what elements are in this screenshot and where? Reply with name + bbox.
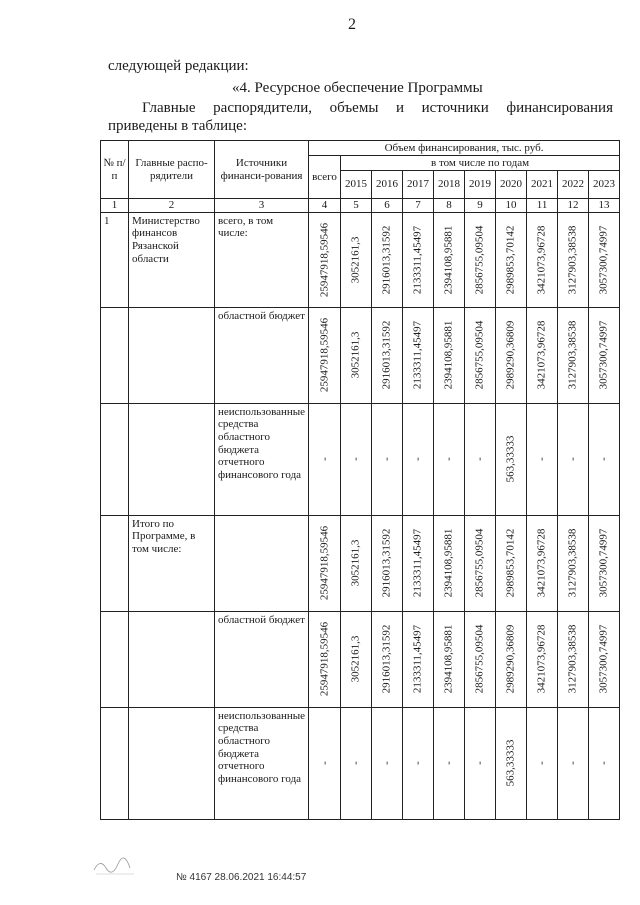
signature-stamp-icon (90, 852, 150, 878)
value-text: 2916013,31592 (380, 624, 393, 694)
value-text: 2989290,36809 (504, 624, 517, 694)
value-cell (341, 307, 372, 403)
row-manager (129, 707, 215, 819)
value-cell (496, 611, 527, 707)
row-source: всего, в том числе: (215, 212, 309, 307)
value-cell (465, 611, 496, 707)
value-text: - (535, 761, 548, 765)
value-cell (589, 515, 620, 611)
value-cell (341, 515, 372, 611)
paragraph-word: распорядители, (213, 100, 313, 116)
value-cell (589, 707, 620, 819)
value-text: - (442, 457, 455, 461)
value-cell (465, 307, 496, 403)
value-cell (558, 403, 589, 515)
value-text: 3421073,96728 (535, 225, 548, 295)
value-text: 2394108,95881 (442, 225, 455, 295)
value-cell (309, 707, 341, 819)
value-text: 3127903,38538 (566, 528, 579, 598)
value-cell (372, 611, 403, 707)
value-text: 563,33333 (504, 739, 517, 787)
value-text: - (597, 457, 610, 461)
value-cell (527, 403, 558, 515)
index-cell: 2 (129, 199, 215, 213)
value-cell (558, 515, 589, 611)
paragraph-word: финансирования (506, 100, 613, 116)
index-cell: 1 (101, 199, 129, 213)
value-text: 2989290,36809 (504, 320, 517, 390)
header-year: 2023 (589, 171, 620, 199)
header-by-years: в том числе по годам (341, 156, 620, 171)
value-cell (496, 403, 527, 515)
table-row (101, 611, 620, 707)
value-cell (496, 307, 527, 403)
value-cell (434, 403, 465, 515)
value-text: 3421073,96728 (535, 624, 548, 694)
header-num: № п/п (101, 141, 129, 199)
row-source (215, 515, 309, 611)
value-text: 3057300,74997 (597, 528, 610, 598)
value-text: 563,33333 (504, 435, 517, 483)
paragraph-line-1 (108, 100, 613, 117)
value-cell (372, 515, 403, 611)
value-cell (434, 515, 465, 611)
value-text: - (473, 761, 486, 765)
value-cell (434, 611, 465, 707)
value-cell (465, 707, 496, 819)
header-year: 2020 (496, 171, 527, 199)
value-cell (527, 707, 558, 819)
value-text: - (349, 761, 362, 765)
index-cell: 12 (558, 199, 589, 213)
value-text: - (597, 761, 610, 765)
value-cell (372, 403, 403, 515)
value-text: - (473, 457, 486, 461)
value-cell (465, 212, 496, 307)
row-manager (129, 611, 215, 707)
row-manager (129, 403, 215, 515)
header-year: 2022 (558, 171, 589, 199)
table-row (101, 515, 620, 611)
value-text: 2916013,31592 (380, 528, 393, 598)
value-text: 2856755,09504 (473, 320, 486, 390)
index-cell: 10 (496, 199, 527, 213)
value-cell (527, 515, 558, 611)
value-cell (589, 212, 620, 307)
row-manager (129, 307, 215, 403)
value-text: 2394108,95881 (442, 320, 455, 390)
value-text: - (411, 761, 424, 765)
index-cell: 13 (589, 199, 620, 213)
value-cell (341, 403, 372, 515)
value-text: 2856755,09504 (473, 624, 486, 694)
section-title: «4. Ресурсное обеспечение Программы (232, 80, 483, 96)
value-cell (309, 403, 341, 515)
value-cell (403, 515, 434, 611)
row-number (101, 307, 129, 403)
value-cell (403, 403, 434, 515)
value-text: 2394108,95881 (442, 624, 455, 694)
row-number (101, 611, 129, 707)
value-cell (527, 611, 558, 707)
value-cell (465, 515, 496, 611)
value-text: 2133311,45497 (411, 225, 424, 294)
value-cell (372, 212, 403, 307)
value-text: 25947918,59546 (318, 526, 331, 601)
value-text: 2856755,09504 (473, 528, 486, 598)
value-cell (403, 212, 434, 307)
value-text: - (566, 457, 579, 461)
value-text: 3052161,3 (349, 539, 362, 587)
value-text: 3052161,3 (349, 236, 362, 284)
value-cell (527, 212, 558, 307)
row-source: неиспользованные средства областного бюджета отчетного финансового года (215, 403, 309, 515)
value-text: 2916013,31592 (380, 320, 393, 390)
value-cell (403, 707, 434, 819)
value-text: 3057300,74997 (597, 624, 610, 694)
value-text: - (349, 457, 362, 461)
value-text: 3421073,96728 (535, 320, 548, 390)
row-number (101, 403, 129, 515)
value-cell (558, 307, 589, 403)
value-cell (309, 611, 341, 707)
value-text: 2394108,95881 (442, 528, 455, 598)
value-text: 2133311,45497 (411, 320, 424, 390)
index-cell: 6 (372, 199, 403, 213)
row-number (101, 515, 129, 611)
value-text: - (411, 457, 424, 461)
table-row (101, 307, 620, 403)
header-year: 2016 (372, 171, 403, 199)
value-cell (372, 307, 403, 403)
value-cell (434, 307, 465, 403)
value-cell (558, 611, 589, 707)
index-cell: 5 (341, 199, 372, 213)
table-row (101, 403, 620, 515)
value-cell (403, 307, 434, 403)
value-cell (434, 707, 465, 819)
header-year: 2017 (403, 171, 434, 199)
header-total: всего (309, 156, 341, 199)
value-text: - (535, 457, 548, 461)
index-cell: 3 (215, 199, 309, 213)
value-cell (341, 212, 372, 307)
paragraph-line-2: приведены в таблице: (108, 118, 248, 134)
header-managers: Главные распо-рядители (129, 141, 215, 199)
row-source: областной бюджет (215, 307, 309, 403)
value-cell (309, 212, 341, 307)
paragraph-word: Главные (142, 100, 196, 116)
value-text: 3127903,38538 (566, 320, 579, 390)
value-text: 25947918,59546 (318, 318, 331, 393)
value-text: 2989853,70142 (504, 528, 517, 598)
index-cell: 11 (527, 199, 558, 213)
value-text: 3127903,38538 (566, 624, 579, 694)
header-volume: Объем финансирования, тыс. руб. (309, 141, 620, 156)
value-text: 2856755,09504 (473, 225, 486, 295)
value-text: 25947918,59546 (318, 222, 331, 297)
value-cell (372, 707, 403, 819)
value-text: - (566, 761, 579, 765)
table-row (101, 707, 620, 819)
value-text: 3421073,96728 (535, 528, 548, 598)
value-cell (341, 611, 372, 707)
value-cell (558, 212, 589, 307)
row-source: областной бюджет (215, 611, 309, 707)
value-cell (527, 307, 558, 403)
index-row (101, 199, 620, 213)
financing-table (100, 140, 620, 820)
value-cell (341, 707, 372, 819)
table-row (101, 212, 620, 307)
row-manager: Итого по Программе, в том числе: (129, 515, 215, 611)
value-text: 2133311,45497 (411, 528, 424, 598)
header-year: 2018 (434, 171, 465, 199)
value-text: 3057300,74997 (597, 320, 610, 390)
page-number: 2 (348, 16, 356, 33)
value-text: 3127903,38538 (566, 225, 579, 295)
value-text: 2133311,45497 (411, 624, 424, 694)
index-cell: 4 (309, 199, 341, 213)
value-text: 2916013,31592 (380, 225, 393, 295)
value-cell (589, 307, 620, 403)
value-text: 3052161,3 (349, 331, 362, 379)
intro-line: следующей редакции: (108, 58, 249, 74)
footer-reg-number: № 4167 28.06.2021 16:44:57 (176, 872, 307, 883)
value-cell (434, 212, 465, 307)
header-year: 2021 (527, 171, 558, 199)
row-number: 1 (101, 212, 129, 307)
value-cell (558, 707, 589, 819)
header-year: 2019 (465, 171, 496, 199)
value-cell (465, 403, 496, 515)
value-text: 2989853,70142 (504, 225, 517, 295)
header-sources: Источники финанси-рования (215, 141, 309, 199)
header-year: 2015 (341, 171, 372, 199)
value-cell (309, 515, 341, 611)
value-text: - (380, 761, 393, 765)
paragraph-word: объемы (329, 100, 379, 116)
index-cell: 8 (434, 199, 465, 213)
value-text: - (318, 457, 331, 461)
row-number (101, 707, 129, 819)
index-cell: 9 (465, 199, 496, 213)
value-text: 25947918,59546 (318, 622, 331, 697)
paragraph-word: источники (421, 100, 489, 116)
value-cell (496, 212, 527, 307)
value-cell (496, 515, 527, 611)
value-text: - (318, 761, 331, 765)
row-manager: Министерство финансов Рязанской области (129, 212, 215, 307)
value-text: 3057300,74997 (597, 225, 610, 295)
value-cell (309, 307, 341, 403)
value-cell (403, 611, 434, 707)
value-text: 3052161,3 (349, 635, 362, 683)
value-cell (589, 611, 620, 707)
value-text: - (380, 457, 393, 461)
row-source: неиспользованные средства областного бюджета отчетного финансового года (215, 707, 309, 819)
value-cell (496, 707, 527, 819)
paragraph-word: и (396, 100, 405, 116)
index-cell: 7 (403, 199, 434, 213)
value-text: - (442, 761, 455, 765)
value-cell (589, 403, 620, 515)
